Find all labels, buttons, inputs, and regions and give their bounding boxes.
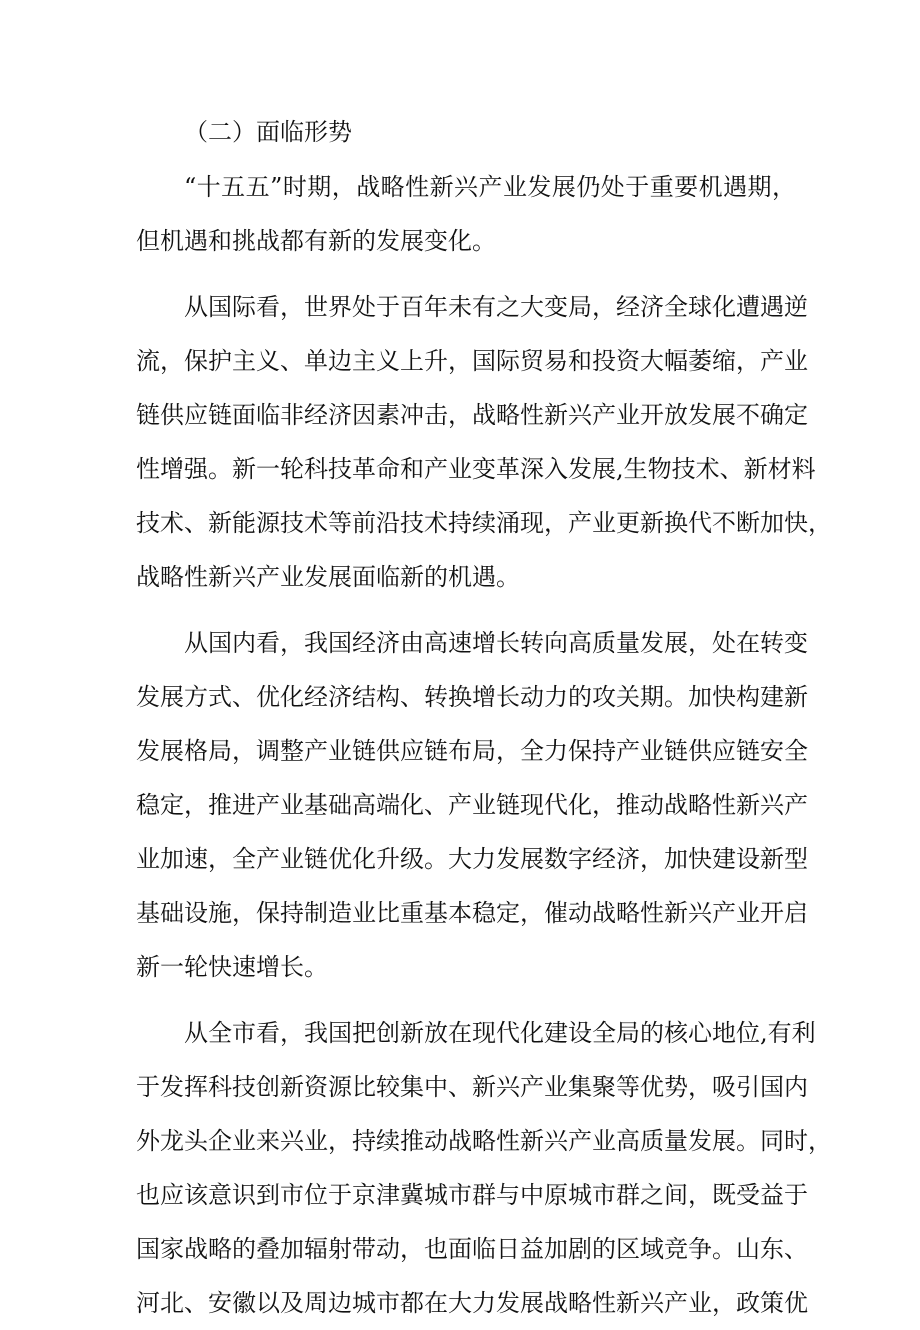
paragraph-line: 河北、安徽以及周边城市都在大力发展战略性新兴产业，政策优 (136, 1289, 808, 1317)
paragraph-line: 外龙头企业来兴业，持续推动战略性新兴产业高质量发展。同时， (136, 1127, 832, 1155)
paragraph-line: 发展格局，调整产业链供应链布局，全力保持产业链供应链安全 (136, 737, 808, 765)
document-body (136, 104, 832, 1330)
section-heading: （二）面临形势 (184, 118, 352, 146)
paragraph-line: 战略性新兴产业发展面临新的机遇。 (136, 563, 520, 591)
paragraph-line: 流，保护主义、单边主义上升，国际贸易和投资大幅萎缩，产业 (136, 347, 808, 375)
paragraph-line: 但机遇和挑战都有新的发展变化。 (136, 227, 496, 255)
paragraph-line: 于发挥科技创新资源比较集中、新兴产业集聚等优势，吸引国内 (136, 1073, 808, 1101)
paragraph-line: 国家战略的叠加辐射带动，也面临日益加剧的区域竞争。山东、 (136, 1235, 808, 1263)
paragraph-spacer (136, 268, 796, 280)
paragraph-line: 业加速，全产业链优化升级。大力发展数字经济，加快建设新型 (136, 845, 808, 873)
paragraph-line: 发展方式、优化经济结构、转换增长动力的攻关期。加快构建新 (136, 683, 808, 711)
paragraph-spacer (136, 994, 796, 1006)
paragraph-line: 技术、新能源技术等前沿技术持续涌现，产业更新换代不断加快， (136, 509, 832, 537)
paragraph (136, 160, 796, 268)
paragraph-line: 从全市看，我国把创新放在现代化建设全局的核心地位,有利 (184, 1019, 816, 1047)
paragraph (136, 280, 832, 604)
paragraph-line: 链供应链面临非经济因素冲击，战略性新兴产业开放发展不确定 (136, 401, 808, 429)
paragraphs-container (136, 160, 832, 1330)
paragraph-line: 从国内看，我国经济由高速增长转向高质量发展，处在转变 (184, 629, 808, 657)
paragraph-line: 从国际看，世界处于百年未有之大变局，经济全球化遭遇逆 (184, 293, 808, 321)
paragraph-line: 新一轮快速增长。 (136, 953, 328, 981)
paragraph (136, 616, 808, 994)
paragraph-line: 稳定，推进产业基础高端化、产业链现代化，推动战略性新兴产 (136, 791, 808, 819)
paragraph-line: 性增强。新一轮科技革命和产业变革深入发展,生物技术、新材料 (136, 455, 816, 483)
paragraph (136, 1006, 832, 1330)
paragraph-line: 也应该意识到市位于京津冀城市群与中原城市群之间，既受益于 (136, 1181, 808, 1209)
paragraph-spacer (136, 604, 796, 616)
paragraph-line: 基础设施，保持制造业比重基本稳定，催动战略性新兴产业开启 (136, 899, 808, 927)
paragraph-line: “十五五”时期，战略性新兴产业发展仍处于重要机遇期， (184, 173, 796, 201)
